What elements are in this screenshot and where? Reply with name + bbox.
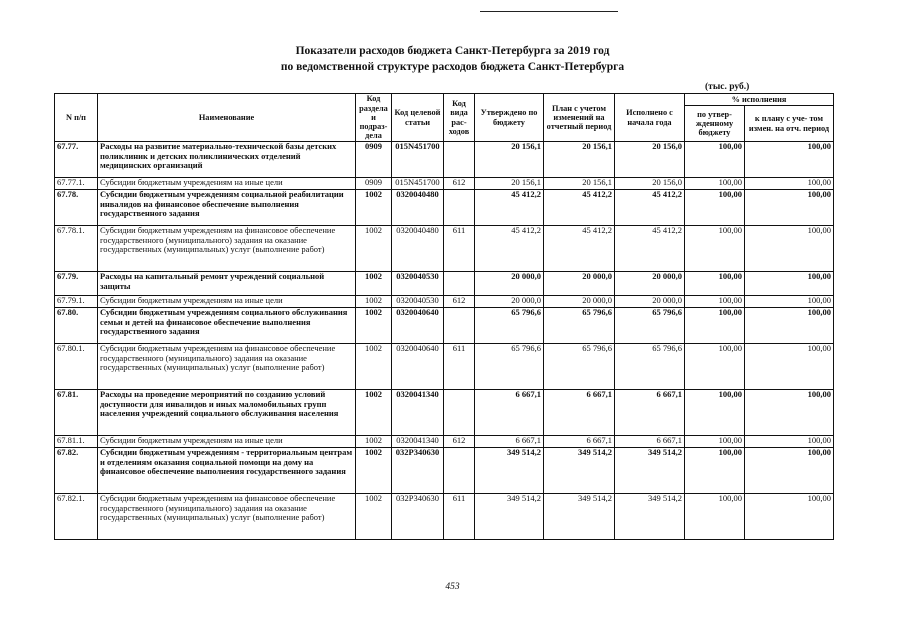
cell-name: Расходы на капитальный ремонт учреждений социальной защиты [98, 272, 356, 296]
cell-executed: 6 667,1 [615, 436, 685, 448]
cell-target: 0320041340 [392, 390, 444, 436]
cell-executed: 349 514,2 [615, 494, 685, 540]
cell-type: 611 [444, 226, 475, 272]
header-name: Наименование [98, 94, 356, 142]
cell-pct-plan: 100,00 [745, 390, 834, 436]
cell-type [444, 190, 475, 226]
cell-pct-approved: 100,00 [685, 344, 745, 390]
cell-target: 0320041340 [392, 436, 444, 448]
table-row [55, 190, 834, 226]
units-label: (тыс. руб.) [705, 82, 750, 92]
cell-section: 1002 [356, 190, 392, 226]
cell-executed: 45 412,2 [615, 226, 685, 272]
cell-pct-plan: 100,00 [745, 226, 834, 272]
cell-pct-plan: 100,00 [745, 344, 834, 390]
cell-pct-plan: 100,00 [745, 448, 834, 494]
cell-plan: 349 514,2 [544, 494, 615, 540]
header-pct-plan: к плану с уче- том измен. на отч. период [745, 106, 834, 142]
table-row [55, 436, 834, 448]
cell-target: 0320040530 [392, 296, 444, 308]
cell-approved: 65 796,6 [475, 308, 544, 344]
cell-approved: 20 000,0 [475, 296, 544, 308]
cell-pct-plan: 100,00 [745, 296, 834, 308]
cell-section: 0909 [356, 142, 392, 178]
document-subtitle: по ведомственной структуре расходов бюджета Санкт-Петербурга [280, 61, 625, 73]
cell-type [444, 448, 475, 494]
cell-pct-approved: 100,00 [685, 142, 745, 178]
table-row [55, 344, 834, 390]
table-row [55, 296, 834, 308]
cell-num: 67.81.1. [55, 436, 98, 448]
cell-type: 612 [444, 436, 475, 448]
cell-executed: 6 667,1 [615, 390, 685, 436]
cell-name: Расходы на проведение мероприятий по созданию условий доступности для инвалидов и иных маломобильных групп населения учреждений социального обслуживания населения [98, 390, 356, 436]
cell-name: Субсидии бюджетным учреждениям на финансовое обеспечение государственного (муниципального) задания на оказание государственных (муниципальных) услуг (выполнение работ) [98, 226, 356, 272]
cell-section: 1002 [356, 494, 392, 540]
cell-type [444, 308, 475, 344]
header-section: Код раздела и подраз- дела [356, 94, 392, 142]
top-rule [480, 11, 618, 12]
cell-type [444, 272, 475, 296]
cell-approved: 45 412,2 [475, 190, 544, 226]
cell-type [444, 390, 475, 436]
cell-section: 1002 [356, 390, 392, 436]
cell-pct-plan: 100,00 [745, 308, 834, 344]
header-pct-approved: по утвер- жденному бюджету [685, 106, 745, 142]
table-row [55, 226, 834, 272]
header-target: Код целевой статьи [392, 94, 444, 142]
cell-plan: 6 667,1 [544, 436, 615, 448]
table-row [55, 390, 834, 436]
cell-num: 67.79. [55, 272, 98, 296]
cell-section: 1002 [356, 436, 392, 448]
cell-name: Расходы на развитие материально-технической базы детских поликлиник и детских поликлинических отделений медицинских организаций [98, 142, 356, 178]
cell-target: 0320040640 [392, 308, 444, 344]
cell-pct-approved: 100,00 [685, 178, 745, 190]
cell-target: 0320040530 [392, 272, 444, 296]
cell-pct-plan: 100,00 [745, 272, 834, 296]
cell-section: 1002 [356, 296, 392, 308]
cell-plan: 45 412,2 [544, 190, 615, 226]
cell-pct-plan: 100,00 [745, 436, 834, 448]
cell-approved: 20 000,0 [475, 272, 544, 296]
cell-executed: 349 514,2 [615, 448, 685, 494]
cell-name: Субсидии бюджетным учреждениям социальной реабилитации инвалидов на финансовое обеспечение выполнения государственного задания [98, 190, 356, 226]
cell-type: 612 [444, 178, 475, 190]
cell-approved: 349 514,2 [475, 448, 544, 494]
cell-plan: 349 514,2 [544, 448, 615, 494]
cell-executed: 20 156,0 [615, 178, 685, 190]
cell-type: 611 [444, 344, 475, 390]
cell-approved: 45 412,2 [475, 226, 544, 272]
cell-plan: 20 000,0 [544, 296, 615, 308]
cell-pct-plan: 100,00 [745, 178, 834, 190]
cell-name: Субсидии бюджетным учреждениям на иные цели [98, 296, 356, 308]
cell-executed: 20 156,0 [615, 142, 685, 178]
cell-target: 015N451700 [392, 178, 444, 190]
cell-target: 032P340630 [392, 494, 444, 540]
cell-section: 1002 [356, 226, 392, 272]
cell-type: 612 [444, 296, 475, 308]
cell-pct-approved: 100,00 [685, 448, 745, 494]
cell-num: 67.78. [55, 190, 98, 226]
cell-pct-plan: 100,00 [745, 190, 834, 226]
cell-pct-approved: 100,00 [685, 494, 745, 540]
cell-executed: 65 796,6 [615, 344, 685, 390]
cell-num: 67.82.1. [55, 494, 98, 540]
table-row [55, 494, 834, 540]
cell-name: Субсидии бюджетным учреждениям на иные цели [98, 436, 356, 448]
cell-num: 67.79.1. [55, 296, 98, 308]
cell-section: 1002 [356, 344, 392, 390]
cell-target: 015N451700 [392, 142, 444, 178]
cell-pct-approved: 100,00 [685, 190, 745, 226]
cell-plan: 45 412,2 [544, 226, 615, 272]
cell-plan: 65 796,6 [544, 308, 615, 344]
cell-section: 0909 [356, 178, 392, 190]
cell-pct-approved: 100,00 [685, 226, 745, 272]
document-title: Показатели расходов бюджета Санкт-Петербурга за 2019 год [295, 45, 610, 57]
cell-target: 0320040480 [392, 226, 444, 272]
header-approved: Утверждено по бюджету [475, 94, 544, 142]
cell-name: Субсидии бюджетным учреждениям на иные цели [98, 178, 356, 190]
cell-plan: 6 667,1 [544, 390, 615, 436]
table-row [55, 272, 834, 296]
cell-section: 1002 [356, 272, 392, 296]
cell-approved: 20 156,1 [475, 178, 544, 190]
cell-num: 67.82. [55, 448, 98, 494]
cell-section: 1002 [356, 308, 392, 344]
cell-num: 67.80.1. [55, 344, 98, 390]
cell-num: 67.81. [55, 390, 98, 436]
cell-executed: 65 796,6 [615, 308, 685, 344]
cell-name: Субсидии бюджетным учреждениям социального обслуживания семьи и детей на финансовое обеспечение выполнения государственного задания [98, 308, 356, 344]
cell-plan: 20 000,0 [544, 272, 615, 296]
cell-pct-approved: 100,00 [685, 436, 745, 448]
cell-num: 67.77.1. [55, 178, 98, 190]
cell-num: 67.80. [55, 308, 98, 344]
cell-approved: 349 514,2 [475, 494, 544, 540]
cell-type [444, 142, 475, 178]
cell-pct-approved: 100,00 [685, 296, 745, 308]
header-executed: Исполнено с начала года [615, 94, 685, 142]
cell-pct-approved: 100,00 [685, 390, 745, 436]
cell-pct-plan: 100,00 [745, 494, 834, 540]
cell-executed: 20 000,0 [615, 296, 685, 308]
cell-executed: 45 412,2 [615, 190, 685, 226]
table-body [55, 142, 834, 540]
header-num: N п/п [55, 94, 98, 142]
cell-plan: 65 796,6 [544, 344, 615, 390]
table-row [55, 178, 834, 190]
cell-name: Субсидии бюджетным учреждениям на финансовое обеспечение государственного (муниципального) задания на оказание государственных (муниципальных) услуг (выполнение работ) [98, 494, 356, 540]
cell-plan: 20 156,1 [544, 178, 615, 190]
cell-section: 1002 [356, 448, 392, 494]
budget-table [54, 93, 834, 540]
cell-target: 032P340630 [392, 448, 444, 494]
cell-pct-approved: 100,00 [685, 272, 745, 296]
header-type: Код вида рас- ходов [444, 94, 475, 142]
table-row [55, 448, 834, 494]
cell-approved: 20 156,1 [475, 142, 544, 178]
header-pct-group: % исполнения [685, 94, 834, 106]
cell-approved: 65 796,6 [475, 344, 544, 390]
cell-executed: 20 000,0 [615, 272, 685, 296]
cell-type: 611 [444, 494, 475, 540]
header-plan: План с учетом изменений на отчетный период [544, 94, 615, 142]
cell-pct-plan: 100,00 [745, 142, 834, 178]
table-row [55, 142, 834, 178]
cell-plan: 20 156,1 [544, 142, 615, 178]
page-number: 453 [445, 582, 460, 592]
cell-pct-approved: 100,00 [685, 308, 745, 344]
cell-target: 0320040480 [392, 190, 444, 226]
cell-approved: 6 667,1 [475, 390, 544, 436]
cell-name: Субсидии бюджетным учреждениям - территориальным центрам и отделениям оказания социальной помощи на дому на финансовое обеспечение выполнения государственного задания [98, 448, 356, 494]
cell-name: Субсидии бюджетным учреждениям на финансовое обеспечение государственного (муниципального) задания на оказание государственных (муниципальных) услуг (выполнение работ) [98, 344, 356, 390]
cell-num: 67.78.1. [55, 226, 98, 272]
cell-approved: 6 667,1 [475, 436, 544, 448]
table-row [55, 308, 834, 344]
cell-target: 0320040640 [392, 344, 444, 390]
cell-num: 67.77. [55, 142, 98, 178]
